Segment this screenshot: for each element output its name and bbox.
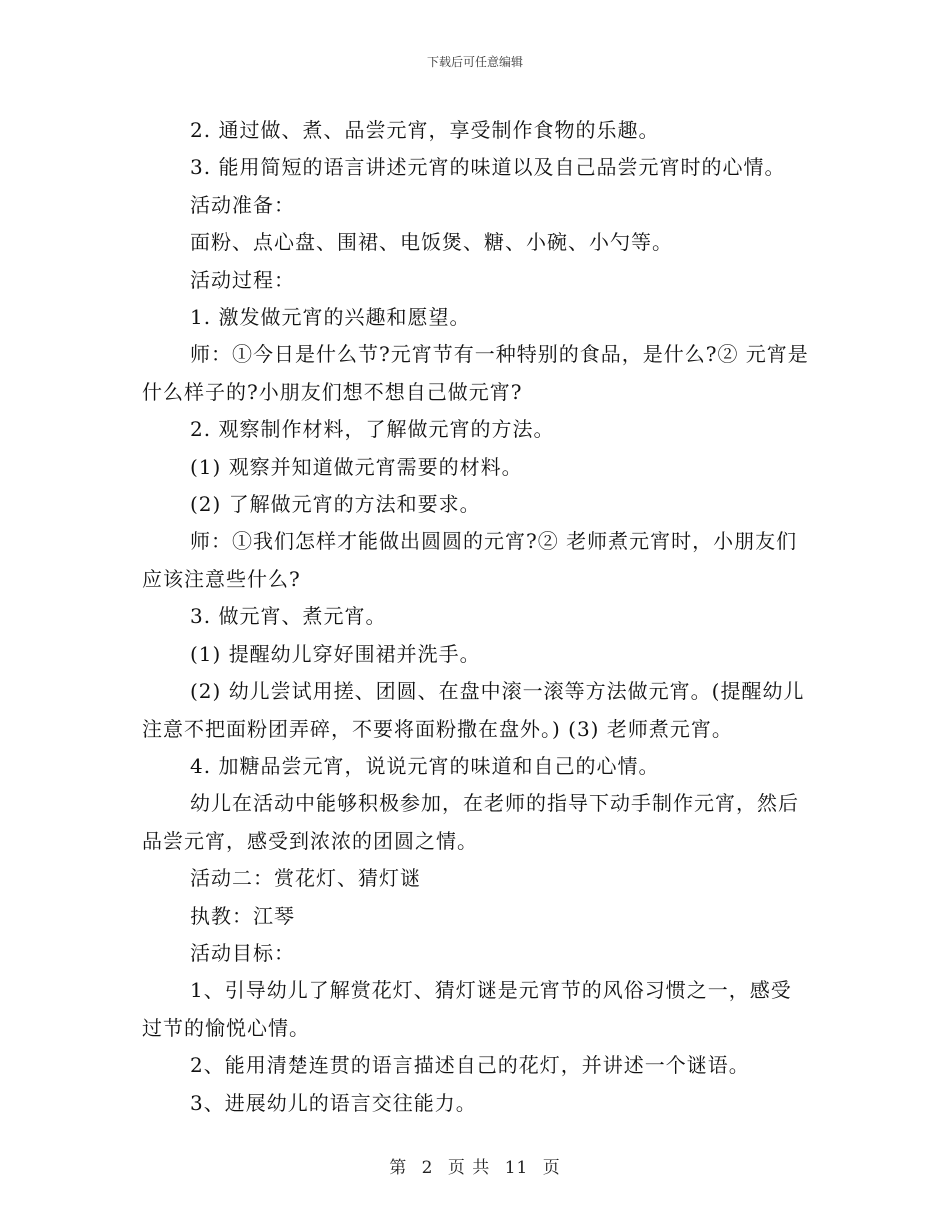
paragraph: 4. 加糖品尝元宵，说说元宵的味道和自己的心情。 xyxy=(190,753,660,778)
paragraph: (1) 观察并知道做元宵需要的材料。 xyxy=(190,454,523,479)
paragraph: (2) 幼儿尝试用搓、团圆、在盘中滚一滚等方法做元宵。(提醒幼儿注意不把面粉团弄碎，不要将面粉撒在盘外。) (3) 老师煮元宵。 xyxy=(142,679,805,741)
paragraph: 2、能用清楚连贯的语言描述自己的花灯，并讲述一个谜语。 xyxy=(190,1053,750,1078)
paragraph: 1、引导幼儿了解赏花灯、猜灯谜是元宵节的风俗习惯之一，感受过节的愉悦心情。 xyxy=(142,978,792,1040)
paragraph: 3、进展幼儿的语言交往能力。 xyxy=(190,1090,477,1115)
paragraph: 2. 通过做、煮、品尝元宵，享受制作食物的乐趣。 xyxy=(190,118,660,142)
paragraph: 3. 能用简短的语言讲述元宵的味道以及自己品尝元宵时的心情。 xyxy=(190,155,786,180)
section-heading: 活动准备： xyxy=(190,192,295,217)
paragraph: 面粉、点心盘、围裙、电饭煲、糖、小碗、小勺等。 xyxy=(190,230,673,255)
paragraph: 师：①今日是什么节?元宵节有一种特别的食品，是什么?② 元宵是什么样子的?小朋友们想不想自己做元宵? xyxy=(142,342,809,404)
paragraph: 执教：江琴 xyxy=(190,903,295,928)
paragraph: 师：①我们怎样才能做出圆圆的元宵?② 老师煮元宵时，小朋友们应该注意些什么? xyxy=(142,529,798,591)
paragraph: 1. 激发做元宵的兴趣和愿望。 xyxy=(190,305,471,330)
current-page-number: 2 xyxy=(421,1158,434,1178)
footer-prefix: 第 xyxy=(389,1158,408,1178)
paragraph: 2. 观察制作材料，了解做元宵的方法。 xyxy=(190,417,555,442)
footer-middle: 页 共 xyxy=(447,1158,491,1178)
paragraph: 幼儿在活动中能够积极参加，在老师的指导下动手制作元宵，然后品尝元宵，感受到浓浓的团圆之情。 xyxy=(142,791,799,853)
total-page-count: 11 xyxy=(504,1158,529,1178)
paragraph: (2) 了解做元宵的方法和要求。 xyxy=(190,492,481,517)
page-footer xyxy=(0,1153,950,1178)
section-heading: 活动目标： xyxy=(190,940,295,965)
footer-suffix: 页 xyxy=(542,1158,561,1178)
section-heading: 活动二：赏花灯、猜灯谜 xyxy=(190,866,421,891)
document-body xyxy=(142,112,812,1122)
paragraph: 3. 做元宵、煮元宵。 xyxy=(190,604,387,629)
section-heading: 活动过程： xyxy=(190,267,295,292)
paragraph: (1) 提醒幼儿穿好围裙并洗手。 xyxy=(190,641,481,666)
page-header: 下载后可任意编辑 xyxy=(426,55,523,69)
